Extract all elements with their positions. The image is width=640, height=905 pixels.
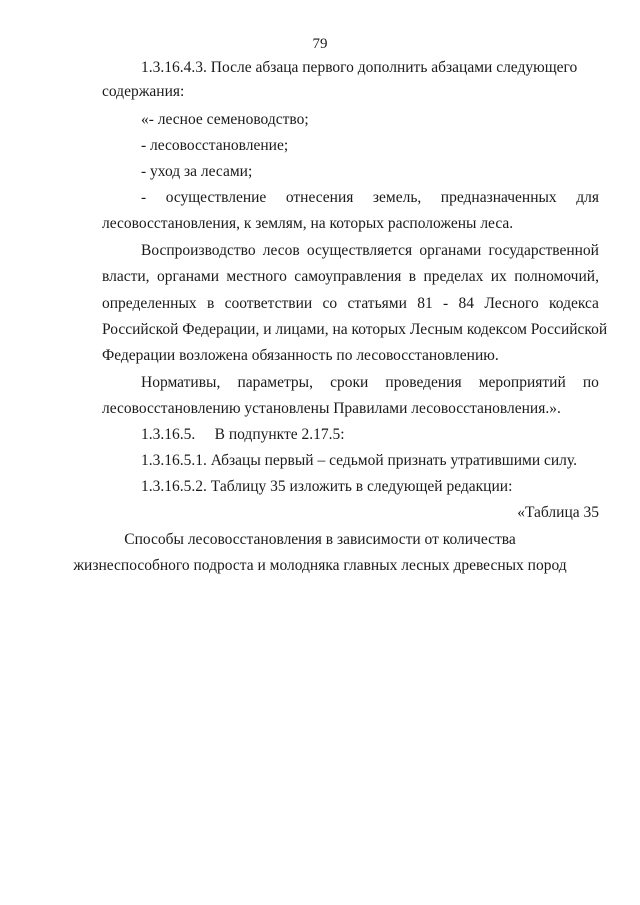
- word: пределах: [423, 268, 484, 285]
- paragraph-3-line-2: лесовосстановлению установлены Правилами лесовосстановления.».: [102, 400, 561, 417]
- word: полномочий,: [514, 268, 599, 285]
- word: кодекса: [549, 295, 599, 312]
- list-item-3: - уход за лесами;: [141, 163, 253, 180]
- word: 81: [417, 295, 433, 312]
- paragraph-1-line-2: содержания:: [102, 83, 185, 100]
- list-item-4-line-1: [141, 188, 599, 208]
- table-label: «Таблица 35: [517, 504, 599, 521]
- paragraph-2-line-5: Федерации возложена обязанность по лесовосстановлению.: [102, 347, 499, 364]
- word: государственной: [488, 242, 599, 259]
- subsection-1-3-16-5: 1.3.16.5. В подпункте 2.17.5:: [141, 426, 345, 443]
- paragraph-1-line-1: 1.3.16.4.3. После абзаца первого дополнить абзацами следующего: [141, 59, 578, 76]
- list-item-1: «- лесное семеноводство;: [141, 111, 309, 128]
- word: земель,: [372, 189, 422, 206]
- word: параметры,: [237, 374, 313, 391]
- word: 84: [458, 295, 475, 312]
- word: местного: [226, 268, 287, 285]
- word: органами: [419, 242, 482, 259]
- list-item-2: - лесовосстановление;: [141, 137, 289, 154]
- word: по: [582, 374, 599, 391]
- paragraph-2-line-2: [102, 267, 599, 287]
- word: Лесного: [484, 295, 539, 312]
- word: статьями: [347, 295, 407, 312]
- word: -: [141, 189, 147, 206]
- word: органами: [156, 268, 219, 285]
- word: лесов: [262, 242, 300, 259]
- word: осуществляется: [306, 242, 413, 259]
- word: мероприятий: [478, 374, 566, 391]
- word: для: [576, 189, 599, 206]
- word: их: [490, 268, 507, 285]
- table-title-line-2: жизнеспособного подроста и молодняка главных лесных древесных пород: [73, 557, 567, 574]
- word: проведения: [385, 374, 462, 391]
- word: в: [408, 268, 417, 285]
- paragraph-2-line-3: [102, 294, 599, 314]
- word: осуществление: [165, 189, 267, 206]
- word: определенных: [102, 295, 197, 312]
- word: Воспроизводство: [141, 242, 256, 259]
- table-title-line-1: Способы лесовосстановления в зависимости от количества: [124, 531, 516, 548]
- word: в: [206, 295, 215, 312]
- subsection-1-3-16-5-2: 1.3.16.5.2. Таблицу 35 изложить в следующей редакции:: [141, 478, 513, 495]
- subsection-1-3-16-5-1: 1.3.16.5.1. Абзацы первый – седьмой признать утратившими силу.: [141, 452, 577, 469]
- paragraph-3-line-1: [141, 373, 599, 393]
- paragraph-2-line-4: Российской Федерации, и лицами, на которых Лесным кодексом Российской: [102, 321, 608, 338]
- paragraph-2-line-1: [141, 241, 599, 261]
- word: соответствии: [224, 295, 313, 312]
- word: сроки: [330, 374, 369, 391]
- word: предназначенных: [440, 189, 557, 206]
- page-number: 79: [312, 36, 328, 52]
- word: со: [322, 295, 338, 312]
- word: самоуправления: [294, 268, 402, 285]
- word: власти,: [102, 268, 150, 285]
- word: Нормативы,: [141, 374, 221, 391]
- word: -: [443, 295, 449, 312]
- word: отнесения: [285, 189, 354, 206]
- list-item-4-line-2: лесовосстановления, к землям, на которых расположены леса.: [102, 215, 514, 232]
